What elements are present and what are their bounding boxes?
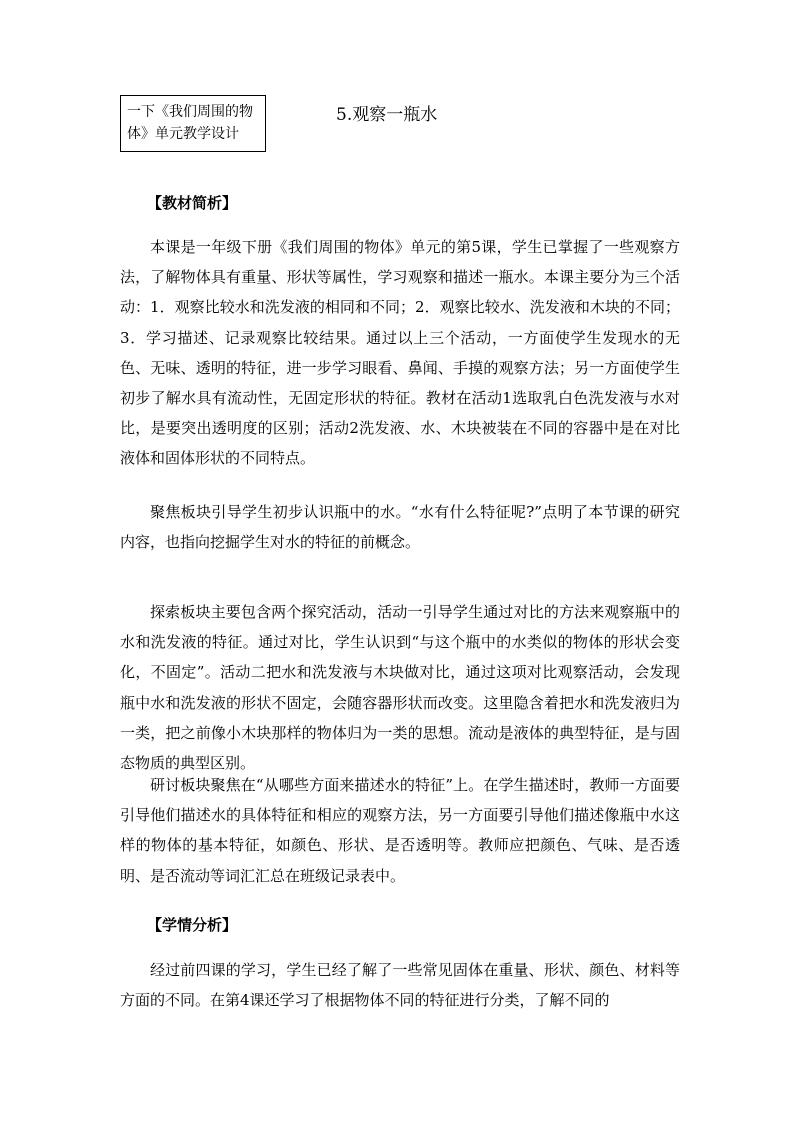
paragraph-discussion-section: 研讨板块聚焦在“从哪些方面来描述水的特征”上。在学生描述时，教师一方面要引导他们描述水的具体特征和相应的观察方法，另一方面要引导他们描述像瓶中水这样的物体的基本特征，如颜色、形状、是否透明等。教师应把颜色、气味、是否透明、是否流动等词汇汇总在班级记录表中。 (120, 776, 680, 885)
unit-label-box: 一下《我们周围的物体》单元教学设计 (120, 95, 266, 152)
section-heading-textbook-analysis: 【教材简析】 (147, 194, 238, 212)
paragraph-learner-analysis: 经过前四课的学习，学生已经了解了一些常见固体在重量、形状、颜色、材料等方面的不同。在第4课还学习了根据物体不同的特征进行分类，了解不同的 (120, 961, 680, 1010)
paragraph-textbook-overview: 本课是一年级下册《我们周围的物体》单元的第5课，学生已掌握了一些观察方法，了解物体具有重量、形状等属性，学习观察和描述一瓶水。本课主要分为三个活动：1．观察比较水和洗发液的相同和不同；2．观察比较水、洗发液和木块的不同；3．学习描述、记录观察比较结果。通过以上三个活动，一方面使学生发现水的无色、无味、透明的特征，进一步学习眼看、鼻闻、手摸的观察方法；另一方面使学生初步了解水具有流动性，无固定形状的特征。教材在活动1选取乳白色洗发液与水对比，是要突出透明度的区别；活动2洗发液、水、木块被装在不同的容器中是在对比液体和固体形状的不同特点。 (120, 238, 680, 468)
section-heading-learner-analysis: 【学情分析】 (147, 916, 238, 934)
document-title: 5.观察一瓶水 (336, 105, 438, 125)
paragraph-focus-section: 聚焦板块引导学生初步认识瓶中的水。“水有什么特征呢?”点明了本节课的研究内容，也指向挖掘学生对水的特征的前概念。 (120, 503, 680, 552)
paragraph-explore-section: 探索板块主要包含两个探究活动，活动一引导学生通过对比的方法来观察瓶中的水和洗发液的特征。通过对比，学生认识到“与这个瓶中的水类似的物体的形状会变化，不固定”。活动二把水和洗发液与木块做对比，通过这项对比观察活动，会发现瓶中水和洗发液的形状不固定，会随容器形状而改变。这里隐含着把水和洗发液归为一类，把之前像小木块那样的物体归为一类的思想。流动是液体的典型特征，是与固态物质的典型区别。 (120, 603, 680, 773)
